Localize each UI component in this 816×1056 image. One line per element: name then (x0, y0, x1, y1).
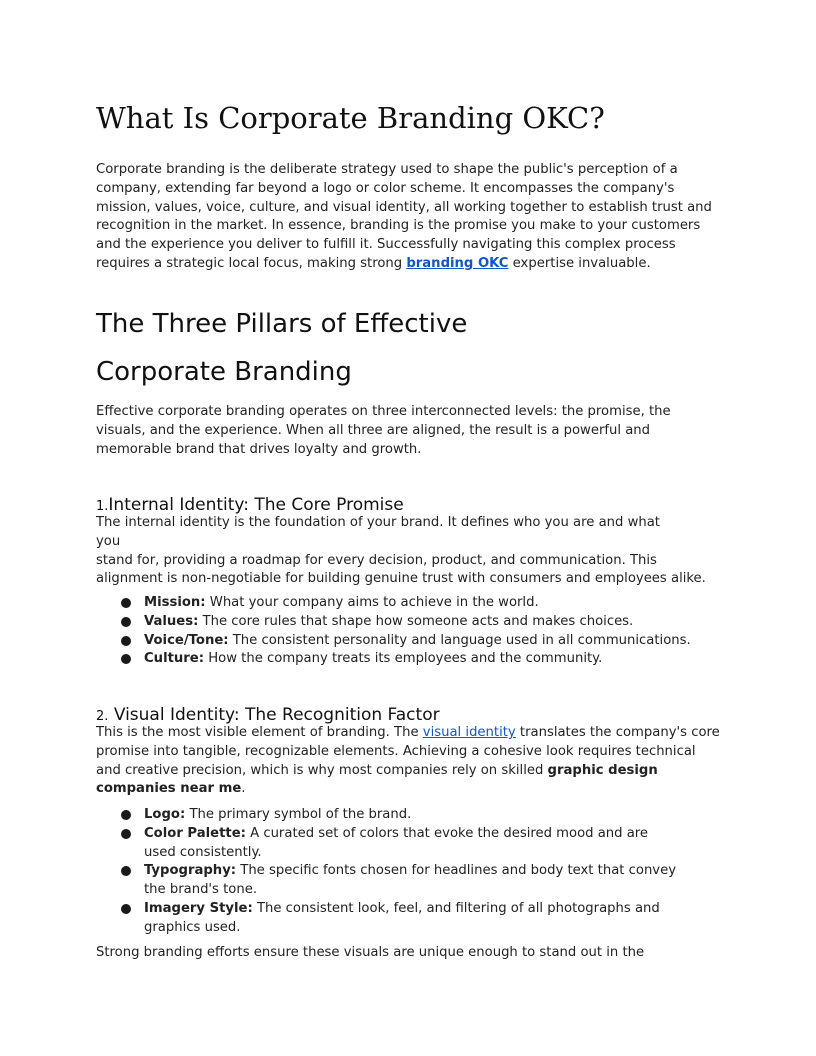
list-item (96, 862, 681, 900)
list-item (96, 594, 696, 613)
list-item-desc: The consistent personality and language used in all communications. (228, 632, 691, 648)
visual-identity-paragraph (96, 724, 720, 799)
pillars-heading-line2: Corporate Branding (96, 357, 352, 387)
list-item-term: Values: (144, 613, 199, 629)
bullet-icon (121, 598, 131, 608)
paragraph-line: alignment is non-negotiable for building genuine trust with consumers and employees alike. (96, 571, 706, 587)
list-item (96, 806, 681, 825)
visual-text-after: translates the company's core promise into tangible, recognizable elements. Achieving a cohesive look requires technical and creative precision, which is why most companies rely on skilled (96, 725, 720, 778)
list-item-term: Typography: (144, 863, 237, 879)
paragraph-line: The internal identity is the foundation of your brand. It defines who you are and what (96, 515, 660, 530)
visual-identity-list (96, 806, 681, 938)
bullet-icon (121, 810, 131, 820)
bullet-icon (121, 654, 131, 664)
visual-identity-link[interactable]: visual identity (422, 725, 516, 740)
list-item-desc: The core rules that shape how someone acts and makes choices. (198, 613, 634, 629)
bullet-icon (121, 866, 131, 876)
intro-paragraph (96, 161, 716, 274)
intro-text: Corporate branding is the deliberate strategy used to shape the public's perception of a company, extending far beyond a logo or color scheme. It encompasses the company's mission, values, voice, culture, and visual identity, all working together to establish trust and recognition in the market. In essence, branding is the promise you make to your customers and the experience you deliver to fulfill it. Successfully navigating this complex process requires a strategic local focus, making strong (96, 162, 712, 271)
list-item-term: Culture: (144, 651, 205, 667)
bullet-icon (121, 636, 131, 646)
branding-okc-link[interactable]: branding OKC (406, 255, 509, 271)
page-title: What Is Corporate Branding OKC? (96, 101, 605, 135)
list-item-term: Voice/Tone: (144, 632, 229, 648)
visual-text-before: This is the most visible element of branding. The (96, 725, 423, 740)
closing-paragraph: Strong branding efforts ensure these visuals are unique enough to stand out in the (96, 945, 645, 960)
list-item-term: Logo: (144, 807, 186, 822)
list-item-desc: How the company treats its employees and the community. (204, 651, 603, 667)
visual-text-end: . (241, 781, 246, 797)
pillars-paragraph: Effective corporate branding operates on three interconnected levels: the promise, the visuals, and the experience. When all three are aligned, the result is a powerful and memorable brand that drives loyalty and growth. (96, 404, 671, 457)
bullet-icon (121, 617, 131, 627)
pillars-heading-line1: The Three Pillars of Effective (96, 309, 468, 339)
visual-identity-title: Visual Identity: The Recognition Factor (113, 705, 440, 725)
bullet-icon (121, 904, 131, 914)
list-item (96, 825, 681, 863)
internal-identity-list (96, 594, 696, 669)
bullet-icon (121, 829, 131, 839)
list-item-term: Imagery Style: (144, 900, 253, 916)
list-item (96, 613, 696, 632)
list-item-desc: The specific fonts chosen for headlines and body text that convey the brand's tone. (144, 863, 677, 898)
list-item-term: Color Palette: (144, 825, 246, 841)
paragraph-line: stand for, providing a roadmap for every decision, product, and communication. This (96, 552, 657, 568)
list-item-desc: A curated set of colors that evoke the desired mood and are used consistently. (144, 825, 649, 860)
internal-identity-title: Internal Identity: The Core Promise (108, 495, 404, 515)
list-item (96, 632, 696, 651)
list-item-term: Mission: (144, 595, 206, 610)
graphic-design-bold: graphic design companies near me (96, 762, 658, 797)
list-item-desc: The primary symbol of the brand. (185, 807, 412, 822)
list-item-desc: What your company aims to achieve in the world. (205, 595, 539, 610)
section-number: 1. (96, 499, 109, 514)
internal-identity-paragraph (96, 514, 726, 589)
list-item-desc: The consistent look, feel, and filtering of all photographs and graphics used. (144, 900, 660, 935)
paragraph-line: you (96, 533, 121, 549)
intro-after-text: expertise invaluable. (508, 255, 651, 271)
section-number: 2. (96, 709, 109, 724)
list-item (96, 650, 696, 669)
list-item (96, 900, 681, 938)
